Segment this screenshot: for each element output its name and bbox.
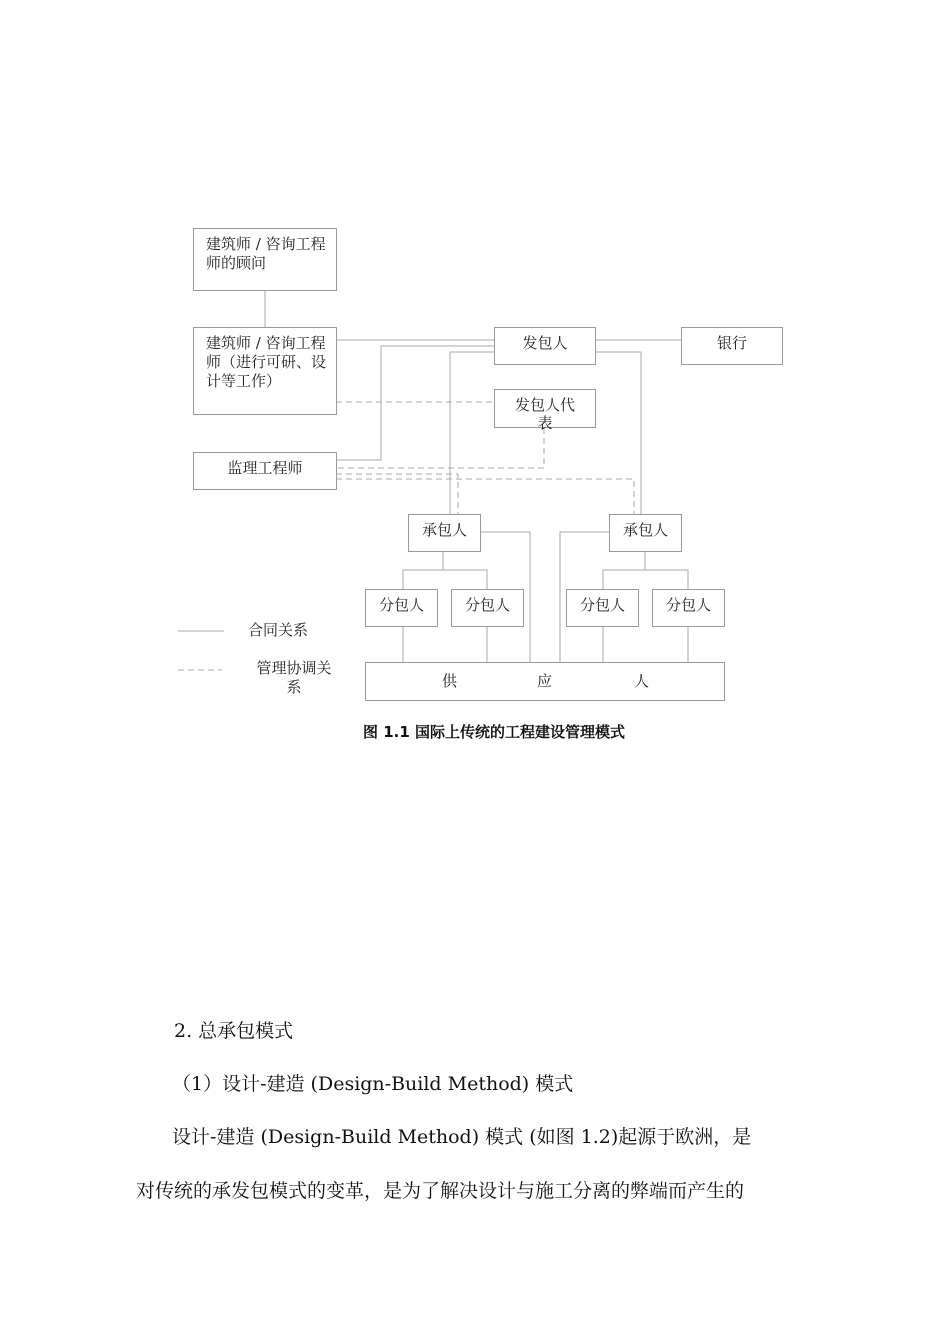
paragraph-line-2: 对传统的承发包模式的变革，是为了解决设计与施工分离的弊端而产生的	[136, 1180, 745, 1202]
subcontractor-a2-box	[451, 589, 524, 627]
figure-caption: 图 1.1 国际上传统的工程建设管理模式	[363, 723, 626, 741]
legend-contract-label: 合同关系	[248, 621, 309, 639]
bank-label: 银行	[716, 334, 747, 352]
employer-rep-label: 发包人代表	[514, 396, 575, 432]
supplier-label-1: 供	[442, 672, 458, 690]
subcontractor-b1-box	[566, 589, 639, 627]
section-heading: 2. 总承包模式	[174, 1020, 294, 1042]
supplier-label-3: 人	[634, 672, 650, 690]
subcontractor-b1-label: 分包人	[579, 596, 625, 614]
architect-label: 建筑师 / 咨询工程师（进行可研、设计等工作）	[206, 334, 327, 390]
bank-box	[681, 327, 783, 365]
subcontractor-a2-label: 分包人	[464, 596, 510, 614]
supplier-label-2: 应	[537, 672, 553, 690]
consultant-advisor-label: 建筑师 / 咨询工程师的顾问	[206, 235, 326, 272]
subheading: （1）设计-建造 (Design-Build Method) 模式	[172, 1073, 574, 1095]
paragraph-line-1: 设计-建造 (Design-Build Method) 模式 (如图 1.2)起源于欧洲，是	[172, 1126, 752, 1148]
contractor-b-box	[609, 514, 682, 552]
subcontractor-a1-box	[365, 589, 438, 627]
consultant-advisor-box	[193, 228, 337, 291]
subcontractor-a1-label: 分包人	[378, 596, 424, 614]
contractor-a-label: 承包人	[421, 521, 467, 539]
employer-label: 发包人	[522, 334, 568, 352]
employer-box	[494, 327, 596, 365]
architect-box	[193, 327, 337, 415]
employer-rep-box	[494, 389, 596, 432]
subcontractor-b2-box	[652, 589, 725, 627]
supervisor-label: 监理工程师	[227, 459, 303, 477]
subcontractor-b2-label: 分包人	[665, 596, 711, 614]
contractor-a-box	[408, 514, 481, 552]
contractor-b-label: 承包人	[622, 521, 668, 539]
supervisor-box	[193, 452, 337, 490]
legend-coordination-label: 管理协调关系	[256, 659, 332, 696]
